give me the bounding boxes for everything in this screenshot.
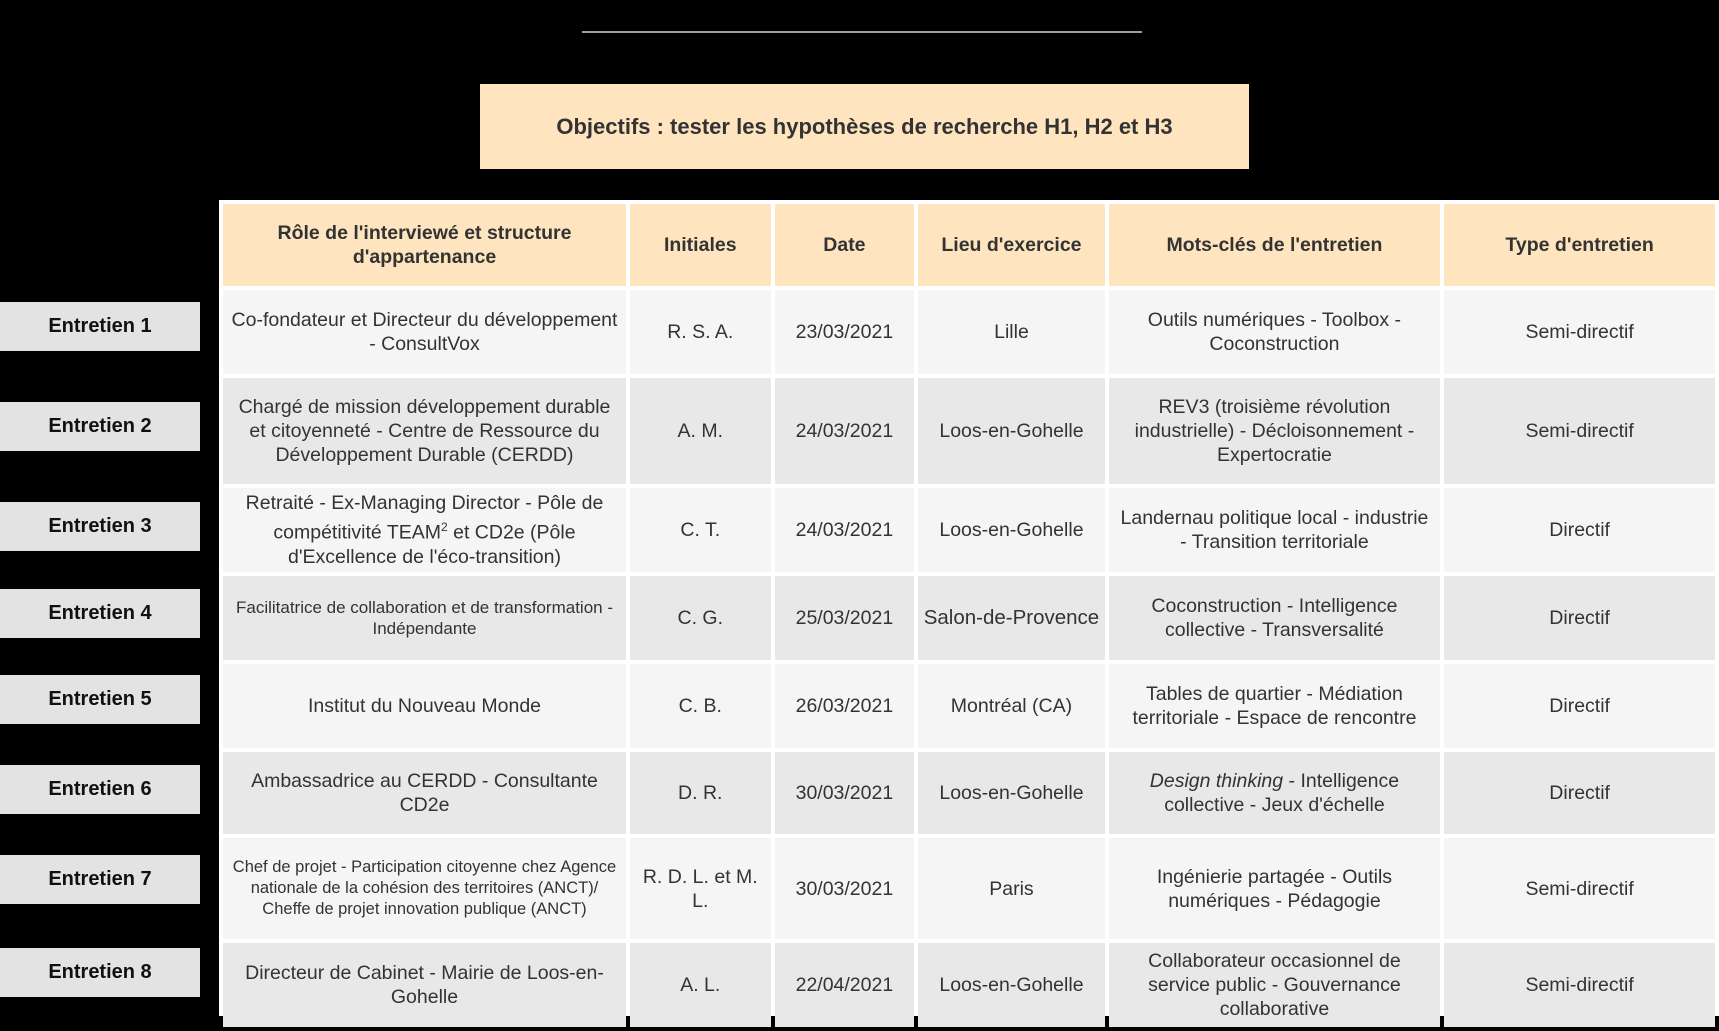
cell-date: 30/03/2021	[775, 752, 915, 834]
cell-type: Semi-directif	[1444, 290, 1715, 374]
interview-label-3: Entretien 3	[0, 502, 200, 551]
table-header-row	[223, 204, 1715, 286]
cell-type: Semi-directif	[1444, 378, 1715, 484]
interview-label-2: Entretien 2	[0, 402, 200, 451]
interview-label-1: Entretien 1	[0, 302, 200, 351]
cell-keywords: Outils numériques - Toolbox - Coconstruction	[1109, 290, 1441, 374]
cell-initials: C. B.	[630, 664, 771, 748]
header-keywords: Mots-clés de l'entretien	[1109, 204, 1441, 286]
role-text-b: et CD2e (Pôle d'Excellence de l'éco-transition)	[287, 521, 576, 568]
interview-label-8: Entretien 8	[0, 948, 200, 997]
cell-date: 30/03/2021	[775, 838, 915, 939]
cell-initials: C. T.	[630, 488, 771, 572]
cell-keywords: REV3 (troisième révolution industrielle) - Décloisonnement - Expertocratie	[1109, 378, 1441, 484]
cell-role: Ambassadrice au CERDD - Consultante CD2e	[223, 752, 626, 834]
cell-role: Co-fondateur et Directeur du développement - ConsultVox	[223, 290, 626, 374]
keywords-italic: Design thinking	[1149, 770, 1284, 792]
role-superscript: 2	[441, 520, 448, 535]
cell-place: Loos-en-Gohelle	[918, 752, 1104, 834]
cell-date: 24/03/2021	[775, 488, 915, 572]
cell-date: 25/03/2021	[775, 576, 915, 660]
cell-type: Directif	[1444, 576, 1715, 660]
interview-label-6: Entretien 6	[0, 765, 200, 814]
interview-label-5: Entretien 5	[0, 675, 200, 724]
objective-title: Objectifs : tester les hypothèses de recherche H1, H2 et H3	[556, 113, 1173, 139]
interview-table-container	[219, 200, 1719, 1020]
cell-place: Loos-en-Gohelle	[918, 378, 1104, 484]
cell-role: Directeur de Cabinet - Mairie de Loos-en-Gohelle	[223, 943, 626, 1027]
cell-initials: R. D. L. et M. L.	[630, 838, 771, 939]
cell-date: 26/03/2021	[775, 664, 915, 748]
cell-type: Semi-directif	[1444, 943, 1715, 1027]
header-date: Date	[775, 204, 915, 286]
cell-place: Lille	[918, 290, 1104, 374]
table-row	[223, 752, 1715, 834]
table-row	[223, 576, 1715, 660]
table-row	[223, 943, 1715, 1027]
cell-place: Loos-en-Gohelle	[918, 943, 1104, 1027]
cell-keywords: Ingénierie partagée - Outils numériques - Pédagogie	[1109, 838, 1441, 939]
cell-keywords: Collaborateur occasionnel de service public - Gouvernance collaborative	[1109, 943, 1441, 1027]
cell-date: 23/03/2021	[775, 290, 915, 374]
cell-initials: C. G.	[630, 576, 771, 660]
table-row	[223, 290, 1715, 374]
cell-initials: D. R.	[630, 752, 771, 834]
objective-banner	[480, 84, 1249, 169]
table-row	[223, 378, 1715, 484]
cell-role	[223, 488, 626, 572]
cell-keywords	[1109, 752, 1441, 834]
cell-place: Montréal (CA)	[918, 664, 1104, 748]
cell-keywords: Landernau politique local - industrie - Transition territoriale	[1109, 488, 1441, 572]
cell-role: Chef de projet - Participation citoyenne chez Agence nationale de la cohésion des territoires (ANCT)/ Cheffe de projet innovation publique (ANCT)	[223, 838, 626, 939]
cell-place: Loos-en-Gohelle	[918, 488, 1104, 572]
cell-type: Directif	[1444, 664, 1715, 748]
interview-label-7: Entretien 7	[0, 855, 200, 904]
cell-date: 22/04/2021	[775, 943, 915, 1027]
cell-type: Directif	[1444, 752, 1715, 834]
cell-role: Chargé de mission développement durable et citoyenneté - Centre de Ressource du Développement Durable (CERDD)	[223, 378, 626, 484]
header-role: Rôle de l'interviewé et structure d'appartenance	[223, 204, 626, 286]
cell-role: Facilitatrice de collaboration et de transformation - Indépendante	[223, 576, 626, 660]
table-row	[223, 838, 1715, 939]
table-row	[223, 664, 1715, 748]
cell-keywords: Coconstruction - Intelligence collective - Transversalité	[1109, 576, 1441, 660]
role-text-a: Retraité - Ex-Managing Director - Pôle de compétitivité TEAM	[245, 492, 604, 544]
interview-table	[219, 200, 1719, 1031]
cell-type: Directif	[1444, 488, 1715, 572]
cell-date: 24/03/2021	[775, 378, 915, 484]
cell-place: Paris	[918, 838, 1104, 939]
header-place: Lieu d'exercice	[918, 204, 1104, 286]
title-underline	[582, 31, 1142, 33]
cell-type: Semi-directif	[1444, 838, 1715, 939]
cell-place: Salon-de-Provence	[918, 576, 1104, 660]
keywords-rest: - Intelligence collective - Jeux d'échelle	[1164, 770, 1400, 816]
cell-keywords: Tables de quartier - Médiation territoriale - Espace de rencontre	[1109, 664, 1441, 748]
interview-label-4: Entretien 4	[0, 589, 200, 638]
header-initials: Initiales	[630, 204, 771, 286]
cell-initials: A. M.	[630, 378, 771, 484]
cell-initials: A. L.	[630, 943, 771, 1027]
table-row	[223, 488, 1715, 572]
header-type: Type d'entretien	[1444, 204, 1715, 286]
cell-initials: R. S. A.	[630, 290, 771, 374]
cell-role: Institut du Nouveau Monde	[223, 664, 626, 748]
